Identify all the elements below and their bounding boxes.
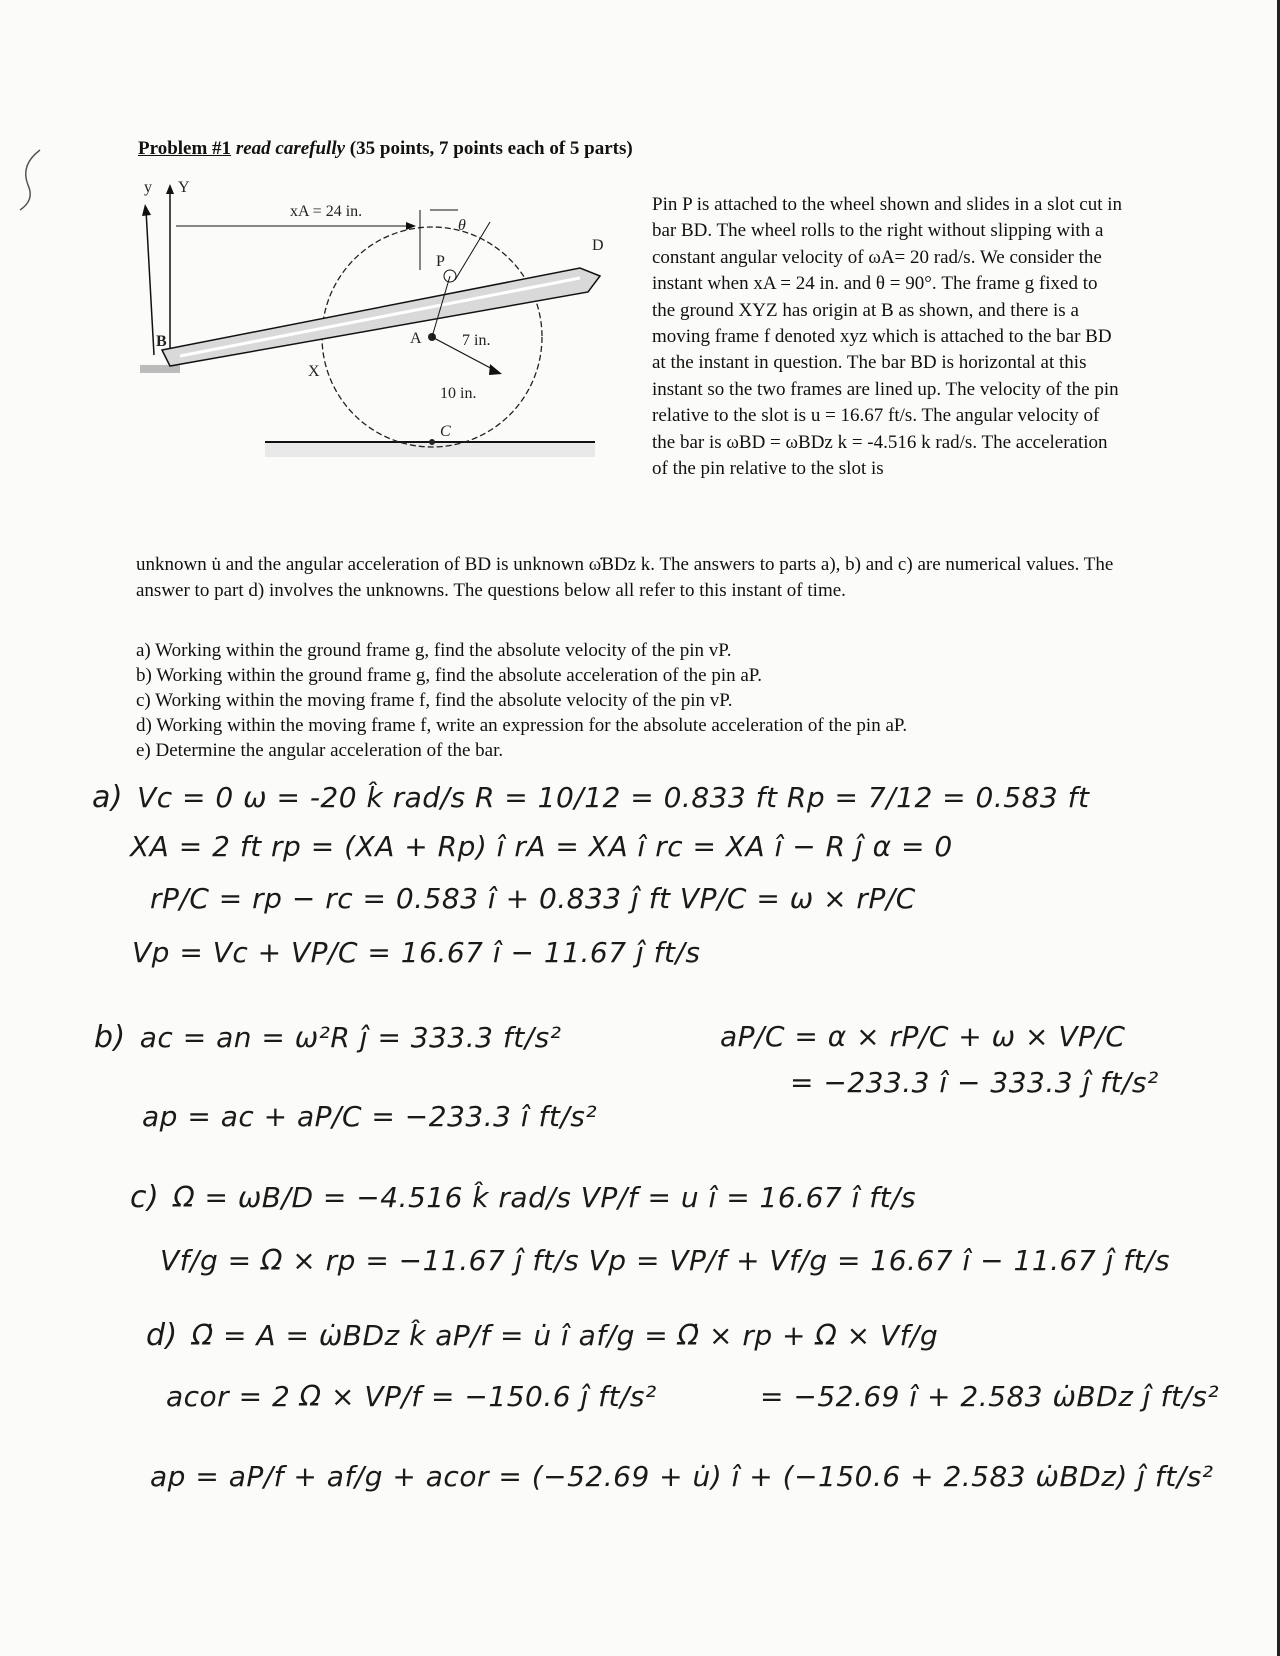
solution-b-label: b) [94,1020,126,1055]
y-axis-arrow [166,184,174,194]
points-info: (35 points, 7 points each of 5 parts) [349,138,633,159]
question-b: b) Working within the ground frame g, find the absolute acceleration of the pin aP. [136,665,763,686]
solution-b-line1 [94,1020,561,1055]
label-a: A [410,330,422,347]
label-y-small: y [144,180,152,196]
label-p: P [436,253,445,270]
read-carefully-note: read carefully [235,138,346,159]
radius-arrow [489,364,502,375]
label-x: X [308,363,320,380]
label-d: D [592,237,604,254]
solution-d-line1 [146,1318,938,1353]
slot [180,278,580,356]
solution-b-line3: = −233.3 î − 333.3 ĵ ft/s² [790,1066,1159,1099]
problem-continuation: unknown u̇ and the angular acceleration of BD is unknown ω̇BDz k. The answers to parts a), b) and c) are numerical values. The answer to part d) involves the unknowns. The questions below all refer to this instant of time. [136,554,1114,601]
solution-b-line2: aP/C = α × rP/C + ω × VP/C [720,1020,1126,1053]
label-xa: xA = 24 in. [290,203,363,220]
problem-number: Problem #1 [138,138,232,159]
question-d: d) Working within the moving frame f, write an expression for the absolute acceleration of the pin aP. [136,715,908,736]
binder-hole-marks [0,140,55,240]
solution-c-line2: Vf/g = Ω × rp = −11.67 ĵ ft/s Vp = VP/f + Vf/g = 16.67 î − 11.67 ĵ ft/s [160,1244,1171,1277]
label-theta: θ [458,217,466,234]
question-e: e) Determine the angular acceleration of the bar. [136,740,504,761]
solution-c1-text: Ω = ωB/D = −4.516 k̂ rad/s VP/f = u î = 16.67 î ft/s [173,1181,917,1214]
solution-b1-text: ac = an = ω²R ĵ = 333.3 ft/s² [139,1021,562,1054]
solution-a-line1 [92,780,1089,815]
solution-d-line3: = −52.69 î + 2.583 ω̇BDz ĵ ft/s² [760,1380,1220,1413]
solution-d-line2: acor = 2 Ω × VP/f = −150.6 ĵ ft/s² [166,1380,657,1413]
solution-c-line1 [130,1180,916,1215]
solution-b-line4: ap = ac + aP/C = −233.3 î ft/s² [142,1100,598,1133]
label-c: C [440,423,451,440]
solution-c-label: c) [130,1180,160,1215]
solution-d-label: d) [146,1318,178,1353]
solution-d1-text: Ω̇ = A = ω̇BDz k̂ aP/f = u̇ î af/g = Ω̇ × rp + Ω × Vf/g [191,1319,939,1352]
solution-a-line4: Vp = Vc + VP/C = 16.67 î − 11.67 ĵ ft/s [132,936,701,969]
pin-support-b [140,365,180,373]
label-7in: 7 in. [462,332,491,349]
problem-description: Pin P is attached to the wheel shown and slides in a slot cut in bar BD. The wheel rolls to the right without slipping with a constant angular velocity of ωA= 20 rad/s. We consider the instant when xA = 24 in. and θ = 90°. The frame g fixed to the ground XYZ has origin at B as shown, and there is a moving frame f denoted xyz which is attached to the bar BD at the instant in question. The bar BD is horizontal at this instant so the two frames are lined up. The velocity of the pin relative to the slot is u = 16.67 ft/s. The angular velocity of the bar is ωBD = ωBDz k = -4.516 k rad/s. The acceleration of the pin relative to the slot is [652,194,1123,480]
y-moving-arrow [142,204,151,216]
solution-a1-text: Vc = 0 ω = -20 k̂ rad/s R = 10/12 = 0.833 ft Rp = 7/12 = 0.583 ft [137,781,1090,814]
y-axis-moving [146,210,154,355]
problem-header [138,138,633,160]
contact-point-c [429,439,435,445]
label-10in: 10 in. [440,385,477,402]
solution-a-line2: XA = 2 ft rp = (XA + Rp) î rA = XA î rc = XA î − R ĵ α = 0 [130,830,953,863]
solution-a-line3: rP/C = rp − rc = 0.583 î + 0.833 ĵ ft VP/C = ω × rP/C [150,882,916,915]
solution-d-line4: ap = aP/f + af/g + acor = (−52.69 + u̇) î + (−150.6 + 2.583 ω̇BDz) ĵ ft/s² [150,1460,1214,1493]
mechanism-figure [140,180,610,495]
solution-a-label: a) [92,780,124,815]
label-b: B [156,333,167,350]
question-c: c) Working within the moving frame f, find the absolute velocity of the pin vP. [136,690,733,711]
ground-hatch [265,443,595,457]
label-y-big: Y [178,180,190,196]
question-a: a) Working within the ground frame g, find the absolute velocity of the pin vP. [136,640,732,661]
